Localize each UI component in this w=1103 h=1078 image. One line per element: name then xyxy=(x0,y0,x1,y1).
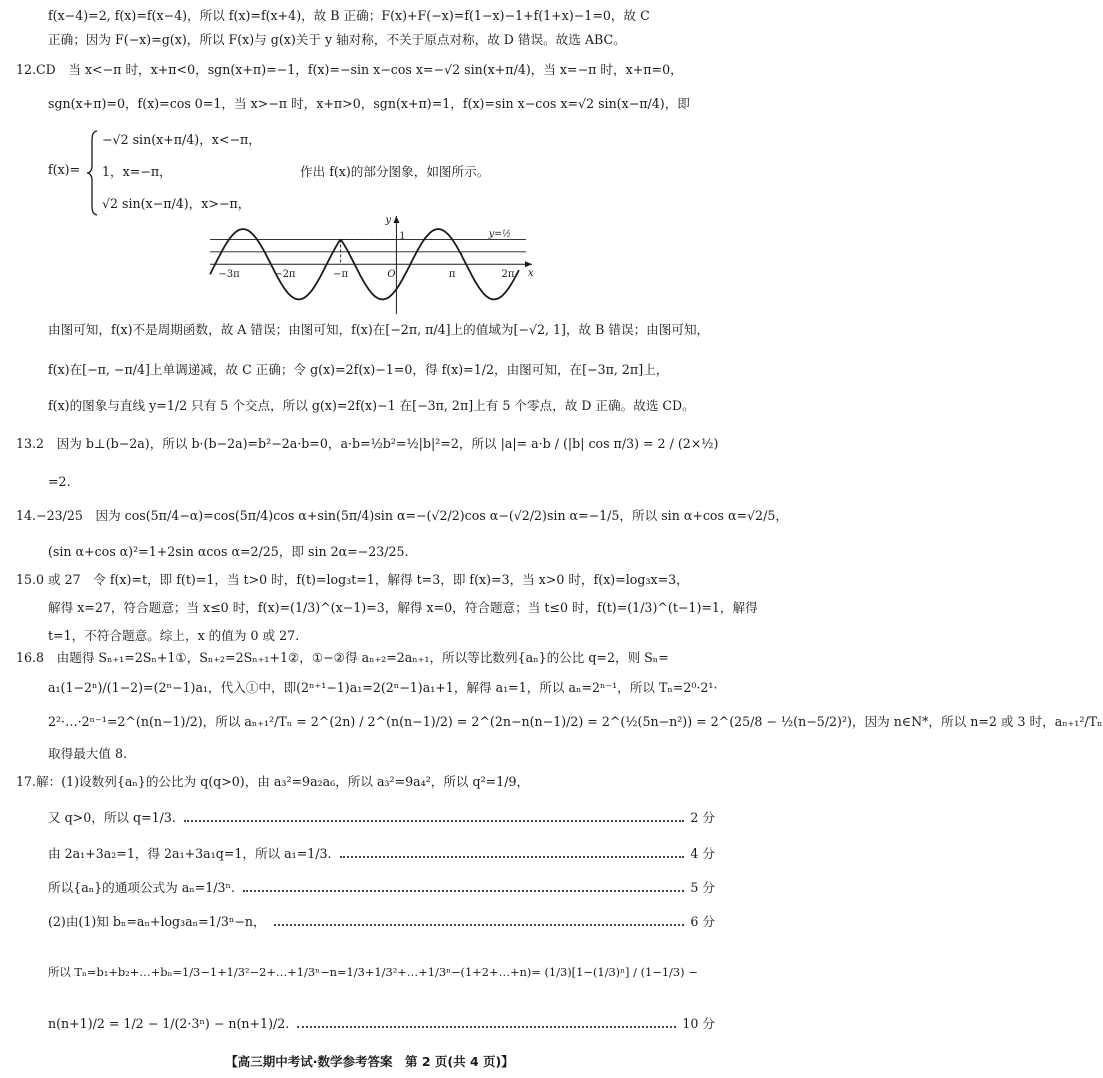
text-line: 解得 x=27，符合题意；当 x≤0 时，f(x)=(1/3)^(x−1)=3，解得 x=0，符合题意；当 t≤0 时，f(t)=(1/3)^(t−1)=1，解得 xyxy=(48,600,758,615)
question-15 xyxy=(16,570,719,590)
scored-step xyxy=(48,844,715,864)
step-text: 由 2a₁+3a₂=1，得 2a₁+3a₁q=1，所以 a₁=1/3. xyxy=(48,846,332,861)
score-points: 10 分 xyxy=(682,1016,715,1031)
tick-label: −3π xyxy=(218,269,240,281)
score-points: 2 分 xyxy=(690,810,715,825)
piecewise-case: −√2 sin(x+π/4)，x<−π， xyxy=(102,132,261,147)
text-line: −23/25 因为 cos(5π/4−α)=cos(5π/4)cos α+sin(5π/4)sin α=−(√2/2)cos α−(√2/2)sin α=−1/5，所以 sin α+cos α=√2/5， xyxy=(36,508,788,523)
line-half-label: y=½ xyxy=(488,228,512,240)
graph-labels xyxy=(218,215,534,280)
tick-label: −π xyxy=(333,269,349,281)
function-graph xyxy=(204,214,540,318)
question-12 xyxy=(16,60,719,80)
question-number: 14. xyxy=(16,508,37,523)
step-text: 又 q>0，所以 q=1/3. xyxy=(48,810,176,825)
question-number: 16. xyxy=(16,650,37,665)
piecewise-case: √2 sin(x−π/4)，x>−π， xyxy=(102,196,251,211)
text-line: a₁(1−2ⁿ)/(1−2)=(2ⁿ−1)a₁，代入①中，即(2ⁿ⁺¹−1)a₁=2(2ⁿ−1)a₁+1，解得 a₁=1，所以 aₙ=2ⁿ⁻¹，所以 Tₙ=2⁰·2¹· xyxy=(48,680,718,695)
step-text: n(n+1)/2 = 1/2 − 1/(2·3ⁿ) − n(n+1)/2. xyxy=(48,1016,290,1031)
tick-label: 2π xyxy=(501,269,515,281)
text-line: =2. xyxy=(48,474,71,489)
text-line: f(x−4)=2, f(x)=f(x−4)，所以 f(x)=f(x+4)，故 B 正确；F(x)+F(−x)=f(1−x)−1+f(1+x)−1=0，故 C xyxy=(48,8,650,23)
page-footer: 【高三期中考试·数学参考答案 第 2 页(共 4 页)】 xyxy=(225,1054,514,1069)
left-brace xyxy=(86,130,98,216)
question-number: 12. xyxy=(16,62,37,77)
text-line: 所以 Tₙ=b₁+b₂+…+bₙ=1/3−1+1/3²−2+…+1/3ⁿ−n=1/3+1/3²+…+1/3ⁿ−(1+2+…+n)= (1/3)[1−(1/3)ⁿ] / (1−1/3) − xyxy=(48,965,698,979)
question-13 xyxy=(16,434,719,454)
y-tick-one: 1 xyxy=(399,230,406,242)
text-line: 8 由题得 Sₙ₊₁=2Sₙ+1①，Sₙ₊₂=2Sₙ₊₁+1②，①−②得 aₙ₊₂=2aₙ₊₁，所以等比数列{aₙ}的公比 q=2，则 Sₙ= xyxy=(36,650,669,665)
figure-caption: 作出 f(x)的部分图象，如图所示。 xyxy=(300,164,490,179)
text-line: 由图可知，f(x)不是周期函数，故 A 错误；由图可知，f(x)在[−2π, π/4]上的值域为[−√2, 1]，故 B 错误；由图可知， xyxy=(48,322,710,337)
question-17 xyxy=(16,772,719,792)
x-axis-arrow-icon xyxy=(525,261,532,267)
piecewise-label: f(x)= xyxy=(48,162,81,177)
score-points: 4 分 xyxy=(690,846,715,861)
text-line: (sin α+cos α)²=1+2sin αcos α=2/25，即 sin 2α=−23/25. xyxy=(48,544,409,559)
text-line: f(x)的图象与直线 y=1/2 只有 5 个交点，所以 g(x)=2f(x)−1 在[−3π, 2π]上有 5 个零点，故 D 正确。故选 CD。 xyxy=(48,398,695,413)
text-line: f(x)在[−π, −π/4]上单调递减，故 C 正确；令 g(x)=2f(x)−1=0，得 f(x)=1/2，由图可知，在[−3π, 2π]上， xyxy=(48,362,669,377)
y-axis-label: y xyxy=(385,215,392,226)
text-line: 解：(1)设数列{aₙ}的公比为 q(q>0)，由 a₃²=9a₂a₆，所以 a₃²=9a₄²，所以 q²=1/9， xyxy=(36,774,530,789)
scored-step xyxy=(48,808,715,828)
scored-step xyxy=(48,912,715,932)
y-axis-arrow-icon xyxy=(393,216,399,223)
question-number: 13. xyxy=(16,436,37,451)
leader-dots xyxy=(297,1026,676,1028)
step-text: 所以{aₙ}的通项公式为 aₙ=1/3ⁿ. xyxy=(48,880,235,895)
question-14 xyxy=(16,506,788,526)
leader-dots xyxy=(184,820,684,822)
question-number: 17. xyxy=(16,774,37,789)
step-text: (2)由(1)知 bₙ=aₙ+log₃aₙ=1/3ⁿ−n， xyxy=(48,914,266,929)
leader-dots xyxy=(274,924,685,926)
origin-label: O xyxy=(387,269,396,281)
text-line: 2²·…·2ⁿ⁻¹=2^(n(n−1)/2)，所以 aₙ₊₁²/Tₙ = 2^(2n) / 2^(n(n−1)/2) = 2^(2n−n(n−1)/2) = 2^(½(5n−n²)) = 2^(25/8 − ½(n−5/2)²)，因为 n∈N*，所以 n=2 或 3 时，aₙ₊₁²/Tₙ xyxy=(48,714,1103,729)
leader-dots xyxy=(340,856,685,858)
question-number: 15. xyxy=(16,572,37,587)
tick-label: −2π xyxy=(274,269,296,281)
text-line: t=1，不符合题意。综上，x 的值为 0 或 27. xyxy=(48,628,300,643)
text-line: 取得最大值 8. xyxy=(48,746,127,761)
text-line: 0 或 27 令 f(x)=t，即 f(t)=1，当 t>0 时，f(t)=log₃t=1，解得 t=3，即 f(x)=3，当 x>0 时，f(x)=log₃x=3， xyxy=(36,572,689,587)
scored-step xyxy=(48,1014,715,1034)
x-axis-label: x xyxy=(528,268,534,280)
text-line: sgn(x+π)=0，f(x)=cos 0=1，当 x>−π 时，x+π>0，sgn(x+π)=1，f(x)=sin x−cos x=√2 sin(x−π/4)，即 xyxy=(48,96,690,111)
score-points: 5 分 xyxy=(690,880,715,895)
piecewise-case: 1，x=−π， xyxy=(102,164,172,179)
leader-dots xyxy=(243,890,684,892)
score-points: 6 分 xyxy=(690,914,715,929)
text-line: 2 因为 b⊥(b−2a)，所以 b·(b−2a)=b²−2a·b=0，a·b=½b²=½|b|²=2，所以 |a|= a·b / (|b| cos π/3) = 2 / (2×½) xyxy=(36,436,719,451)
question-16 xyxy=(16,648,719,668)
tick-label: π xyxy=(448,269,456,281)
text-line: 正确；因为 F(−x)=g(x)，所以 F(x)与 g(x)关于 y 轴对称，不关于原点对称，故 D 错误。故选 ABC。 xyxy=(48,32,626,47)
text-line: CD 当 x<−π 时，x+π<0，sgn(x+π)=−1，f(x)=−sin x−cos x=−√2 sin(x+π/4)，当 x=−π 时，x+π=0， xyxy=(36,62,683,77)
graph-guides xyxy=(210,216,532,314)
scored-step xyxy=(48,878,715,898)
